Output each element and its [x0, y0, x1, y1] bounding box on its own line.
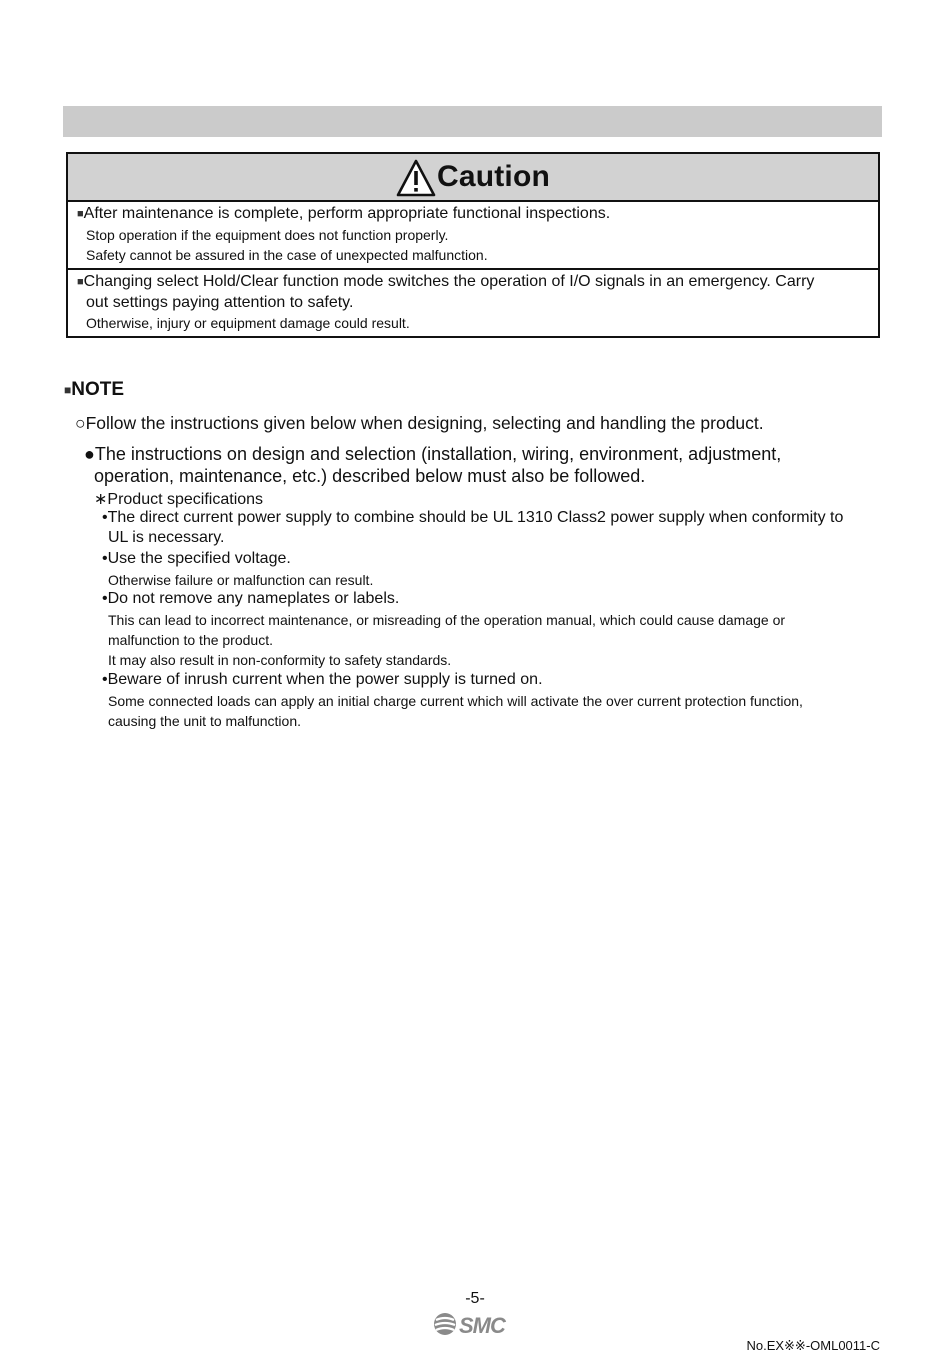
- spec-heading: ∗Product specifications: [94, 491, 264, 508]
- spec-bullet-detail: causing the unit to malfunction.: [108, 713, 302, 729]
- spec-bullet-detail: It may also result in non-conformity to safety standards.: [108, 652, 452, 668]
- page-number: -5-: [465, 1290, 485, 1307]
- caution-item-detail: Safety cannot be assured in the case of unexpected malfunction.: [86, 247, 488, 263]
- caution-item-text: out settings paying attention to safety.: [86, 294, 354, 311]
- spec-bullet: •Beware of inrush current when the power supply is turned on.: [102, 671, 543, 688]
- caution-item-text: Changing select Hold/Clear function mode switches the operation of I/O signals in an emergency. Carry: [83, 273, 815, 290]
- spec-bullet-detail: malfunction to the product.: [108, 632, 273, 648]
- spec-bullet: •Use the specified voltage.: [102, 550, 291, 567]
- caution-box: [66, 152, 880, 338]
- square-bullet-icon: ■: [64, 383, 72, 397]
- spec-bullet: UL is necessary.: [108, 529, 225, 546]
- caution-item: [68, 268, 878, 336]
- square-bullet-icon: ■: [77, 208, 84, 220]
- caution-item-text: After maintenance is complete, perform appropriate functional inspections.: [83, 205, 611, 222]
- caution-header: [68, 154, 878, 202]
- spec-bullet-detail: Some connected loads can apply an initial charge current which will activate the over current protection function,: [108, 693, 803, 709]
- caution-item-detail: Otherwise, injury or equipment damage could result.: [86, 315, 410, 331]
- warning-triangle-icon: [396, 159, 436, 197]
- document-number: No.EX※※-OML0011-C: [746, 1338, 880, 1353]
- spec-bullet-detail: Otherwise failure or malfunction can result.: [108, 572, 374, 588]
- svg-text:SMC: SMC: [459, 1313, 505, 1338]
- section-header-band: [63, 106, 882, 137]
- square-bullet-icon: ■: [77, 276, 84, 288]
- caution-item-detail: Stop operation if the equipment does not function properly.: [86, 227, 449, 243]
- note-design-text: ●The instructions on design and selection (installation, wiring, environment, adjustment,: [84, 444, 782, 464]
- caution-item: [68, 202, 878, 268]
- caution-title: Caution: [436, 160, 551, 193]
- note-design-text: operation, maintenance, etc.) described below must also be followed.: [94, 466, 646, 486]
- spec-bullet: •The direct current power supply to combine should be UL 1310 Class2 power supply when conformity to: [102, 509, 844, 526]
- spec-bullet: •Do not remove any nameplates or labels.: [102, 590, 400, 607]
- note-intro: ○Follow the instructions given below when designing, selecting and handling the product.: [75, 413, 764, 433]
- spec-bullet-detail: This can lead to incorrect maintenance, or misreading of the operation manual, which could cause damage or: [108, 612, 786, 628]
- smc-logo: [432, 1310, 516, 1338]
- note-heading: ■NOTE: [64, 379, 125, 400]
